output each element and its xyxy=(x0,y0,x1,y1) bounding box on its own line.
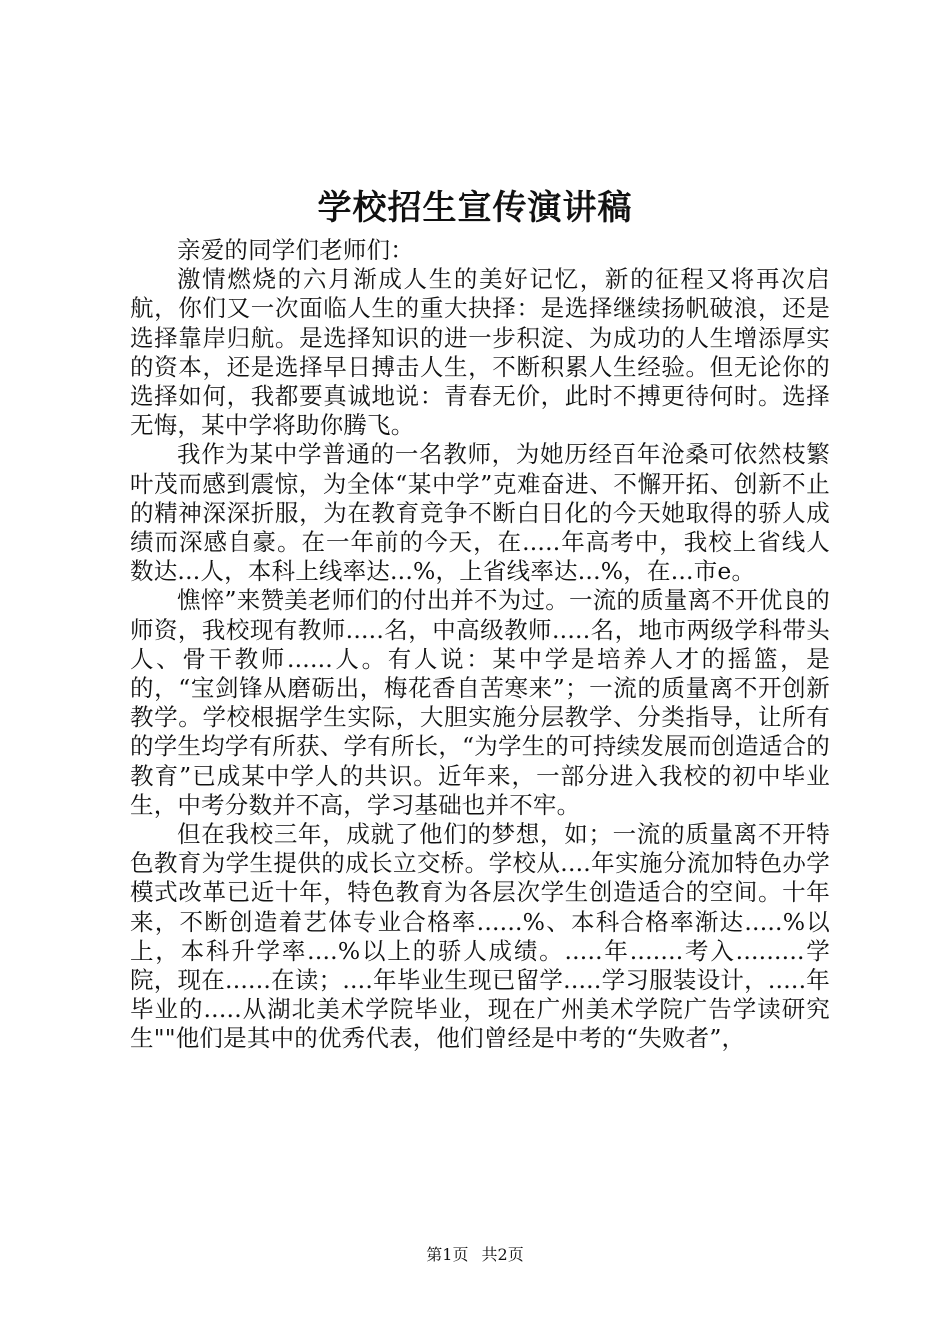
page-footer xyxy=(0,1243,950,1267)
document-title: 学校招生宣传演讲稿 xyxy=(317,188,633,228)
page-total: 共2页 xyxy=(481,1245,524,1264)
salutation: 亲爱的同学们老师们： xyxy=(177,236,414,264)
page-number: 第1页 xyxy=(426,1245,469,1264)
paragraph-4: 但在我校三年，成就了他们的梦想，如；一流的质量离不开特色教育为学生提供的成长立交桥。学校从....年实施分流加特色办学模式改革已近十年，特色教育为各层次学生创造适合的空间。十年来，不断创造着艺体专业合格率......%、本科合格率渐达.....%以上，本科升学率....%以上的骄人成绩。.....年.......考入.........学院，现在......在读；....年毕业生现已留学.....学习服装设计，.....年毕业的.....从湖北美术学院毕业，现在广州美术学院广告学读研究生""他们是其中的优秀代表，他们曾经是中考的“失败者”， xyxy=(130,820,830,1053)
paragraph-3: 憔悴”来赞美老师们的付出并不为过。一流的质量离不开优良的师资，我校现有教师.....名，中高级教师.....名，地市两级学科带头人、骨干教师......人。有人说：某中学是培养人才的摇篮，是的，“宝剑锋从磨砺出，梅花香自苦寒来”；一流的质量离不开创新教学。学校根据学生实际，大胆实施分层教学、分类指导，让所有的学生均学有所获、学有所长，“为学生的可持续发展而创造适合的教育”已成某中学人的共识。近年来，一部分进入我校的初中毕业生，中考分数并不高，学习基础也并不牢。 xyxy=(130,586,830,819)
document-body xyxy=(130,236,830,1054)
paragraph-1: 激情燃烧的六月渐成人生的美好记忆，新的征程又将再次启航，你们又一次面临人生的重大抉择：是选择继续扬帆破浪，还是选择靠岸归航。是选择知识的进一步积淀、为成功的人生增添厚实的资本，还是选择早日搏击人生，不断积累人生经验。但无论你的选择如何，我都要真诚地说：青春无价，此时不搏更待何时。选择无悔，某中学将助你腾飞。 xyxy=(130,265,830,440)
paragraph-2: 我作为某中学普通的一名教师，为她历经百年沧桑可依然枝繁叶茂而感到震惊，为全体“某中学”克难奋进、不懈开拓、创新不止的精神深深折服，为在教育竞争不断白日化的今天她取得的骄人成绩而深感自豪。在一年前的今天，在.....年高考中，我校上省线人数达...人，本科上线率达...%，上省线率达...%，在...市e。 xyxy=(130,440,830,586)
